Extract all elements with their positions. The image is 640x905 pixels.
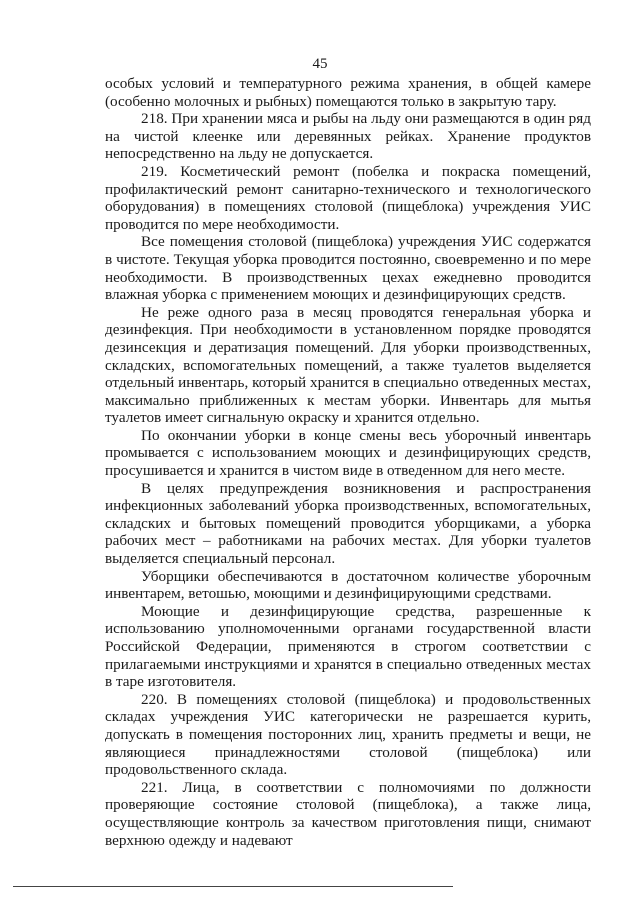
paragraph-219-inventory-washing: По окончании уборки в конце смены весь уборочный инвентарь промывается с использованием моющих и дезинфицирующих средств, просушивается и хранится в чистом виде в отведенном для него месте. xyxy=(105,426,591,480)
paragraph-219: 219. Косметический ремонт (побелка и покраска помещений, профилактический ремонт санитарно-технического и технологического оборудования) в помещениях столовой (пищеблока) учреждения УИС проводится по мере необходимости. xyxy=(105,162,591,233)
paragraph-219-infection-prevention: В целях предупреждения возникновения и распространения инфекционных заболеваний уборка производственных, вспомогательных, складских и бытовых помещений проводится уборщиками, а уборка рабочих мест – работниками на рабочих местах. Для уборки туалетов выделяется специальный персонал. xyxy=(105,479,591,568)
paragraph-219-cleanliness: Все помещения столовой (пищеблока) учреждения УИС содержатся в чистоте. Текущая уборка проводится постоянно, своевременно и по мере необходимости. В производственных цехах ежедневно проводится влажная уборка с применением моющих и дезинфицирующих средств. xyxy=(105,233,591,304)
paragraph-219-detergents: Моющие и дезинфицирующие средства, разрешенные к использованию уполномоченными органами государственной власти Российской Федерации, применяются в строгом соответствии с прилагаемыми инструкциями и хранятся в специально отведенных местах в таре изготовителя. xyxy=(105,602,591,691)
paragraph-219-general-cleaning: Не реже одного раза в месяц проводятся генеральная уборка и дезинфекция. При необходимости в установленном порядке проводятся дезинсекция и дератизация помещений. Для уборки производственных, складских, вспомогательных помещений, а также туалетов выделяется отдельный инвентарь, который хранится в специально отведенных местах, максимально приближенных к местам уборки. Инвентарь для мытья туалетов имеет сигнальную окраску и хранится отдельно. xyxy=(105,303,591,427)
paragraph-219-cleaners-supply: Уборщики обеспечиваются в достаточном количестве уборочным инвентарем, ветошью, моющими и дезинфицирующими средствами. xyxy=(105,567,591,603)
paragraph-218: 218. При хранении мяса и рыбы на льду они размещаются в один ряд на чистой клеенке или деревянных рейках. Хранение продуктов непосредственно на льду не допускается. xyxy=(105,110,591,163)
paragraph-221: 221. Лица, в соответствии с полномочиями по должности проверяющие состояние столовой (пищеблока), а также лица, осуществляющие контроль за качеством приготовления пищи, снимают верхнюю одежду и надевают xyxy=(105,778,591,849)
paragraph-1-continuation: особых условий и температурного режима хранения, в общей камере (особенно молочных и рыбных) помещаются только в закрытую тару. xyxy=(105,75,591,110)
page-number: 45 xyxy=(312,56,328,72)
document-body xyxy=(105,75,591,849)
footer-rule xyxy=(13,886,453,887)
paragraph-220: 220. В помещениях столовой (пищеблока) и продовольственных складах учреждения УИС категорически не разрешается курить, допускать в помещения посторонних лиц, хранить предметы и вещи, не являющиеся принадлежностями столовой (пищеблока) или продовольственного склада. xyxy=(105,690,591,779)
